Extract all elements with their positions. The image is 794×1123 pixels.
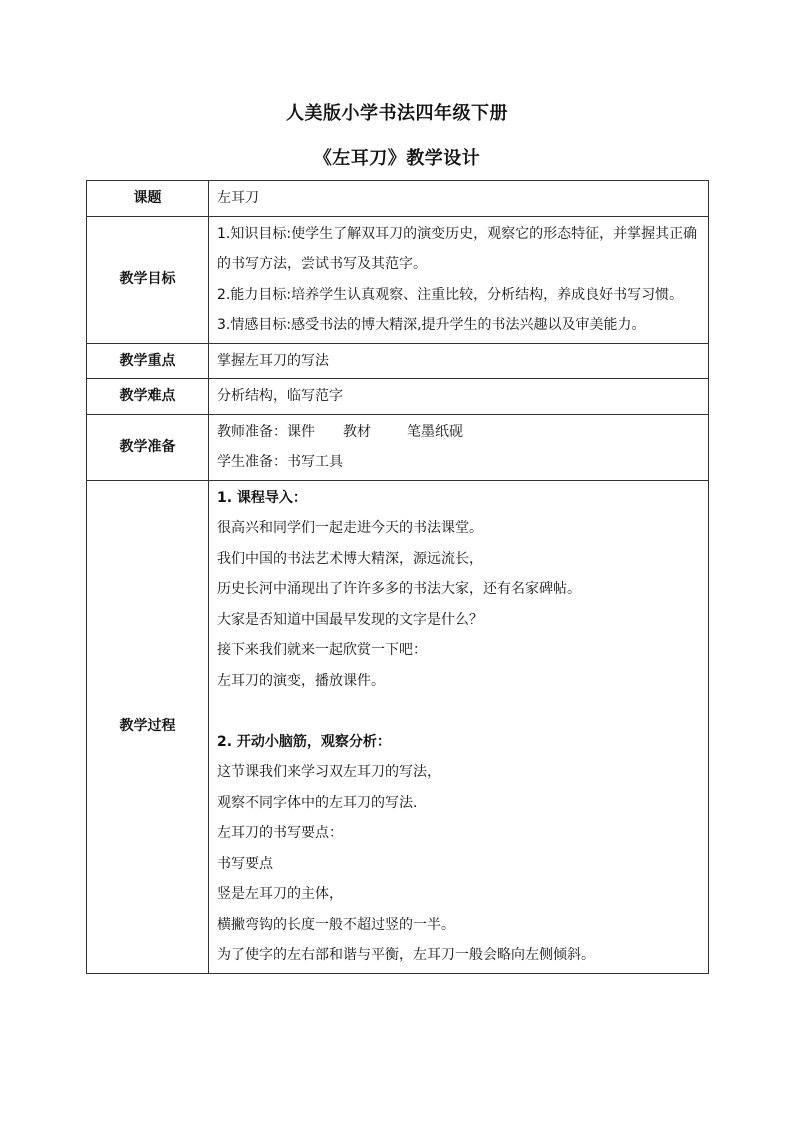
section1-heading: 1. 课程导入： xyxy=(217,489,307,506)
document-title: 人美版小学书法四年级下册 xyxy=(286,103,508,124)
lesson-plan-table xyxy=(86,180,709,974)
teacher-preparation-item2: 教材 xyxy=(343,423,371,440)
section1-line: 历史长河中涌现出了许许多多的书法大家，还有名家碑帖。 xyxy=(217,581,581,597)
preparation-content xyxy=(209,414,709,480)
topic-value xyxy=(209,181,709,217)
section1-line: 我们中国的书法艺术博大精深，源远流长， xyxy=(217,550,483,567)
objectives-row xyxy=(87,216,709,343)
section1-line: 很高兴和同学们一起走进今天的书法课堂。 xyxy=(217,520,483,536)
topic-label: 课题 xyxy=(87,181,209,217)
document-subtitle: 《左耳刀》教学设计 xyxy=(313,148,481,169)
key-points-row xyxy=(87,343,709,379)
process-row xyxy=(87,480,709,973)
difficulties-label: 教学难点 xyxy=(87,379,209,415)
teacher-preparation-item3: 笔墨纸砚 xyxy=(407,423,463,440)
objective-item-ability: 2.能力目标:培养学生认真观察、注重比较，分析结构，养成良好书写习惯。 xyxy=(217,286,684,303)
section1-line: 大家是否知道中国最早发现的文字是什么？ xyxy=(217,611,483,628)
objective-item-knowledge: 1.知识目标:使学生了解双耳刀的演变历史，观察它的形态特征，并掌握其正确的书写方法，尝试书写及其范字。 xyxy=(217,225,698,272)
section2-line: 左耳刀的书写要点： xyxy=(217,825,343,841)
section2-line: 为了使字的左右部和谐与平衡，左耳刀一般会略向左侧倾斜。 xyxy=(217,947,595,963)
blank-line xyxy=(217,696,702,727)
teacher-preparation xyxy=(217,417,702,448)
section2-line: 书写要点 xyxy=(217,855,273,872)
section1-line: 左耳刀的演变，播放课件。 xyxy=(217,672,385,689)
key-points-label: 教学重点 xyxy=(87,343,209,379)
difficulties-row xyxy=(87,379,709,415)
objectives-content xyxy=(209,216,709,343)
key-points-value xyxy=(209,343,709,379)
section2-line: 观察不同字体中的左耳刀的写法. xyxy=(217,794,418,811)
section1-line: 接下来我们就来一起欣赏一下吧： xyxy=(217,642,427,658)
objectives-label: 教学目标 xyxy=(87,216,209,343)
preparation-label: 教学准备 xyxy=(87,414,209,480)
teacher-preparation-prefix: 教师准备：课件 xyxy=(217,423,315,440)
topic-text: 左耳刀 xyxy=(217,190,259,206)
student-preparation: 学生准备：书写工具 xyxy=(217,454,343,470)
objective-item-emotion: 3.情感目标:感受书法的博大精深,提升学生的书法兴趣以及审美能力。 xyxy=(217,317,646,333)
difficulties-value xyxy=(209,379,709,415)
preparation-row xyxy=(87,414,709,480)
topic-row xyxy=(87,181,709,217)
section2-line: 横撇弯钩的长度一般不超过竖的一半。 xyxy=(217,916,455,933)
process-label: 教学过程 xyxy=(87,480,209,973)
key-points-text: 掌握左耳刀的写法 xyxy=(217,352,329,369)
section2-line: 竖是左耳刀的主体， xyxy=(217,886,343,902)
difficulties-text: 分析结构，临写范字 xyxy=(217,388,343,404)
process-content xyxy=(209,480,709,973)
section2-heading: 2. 开动小脑筋，观察分析： xyxy=(217,733,391,750)
section2-line: 这节课我们来学习双左耳刀的写法， xyxy=(217,764,441,780)
